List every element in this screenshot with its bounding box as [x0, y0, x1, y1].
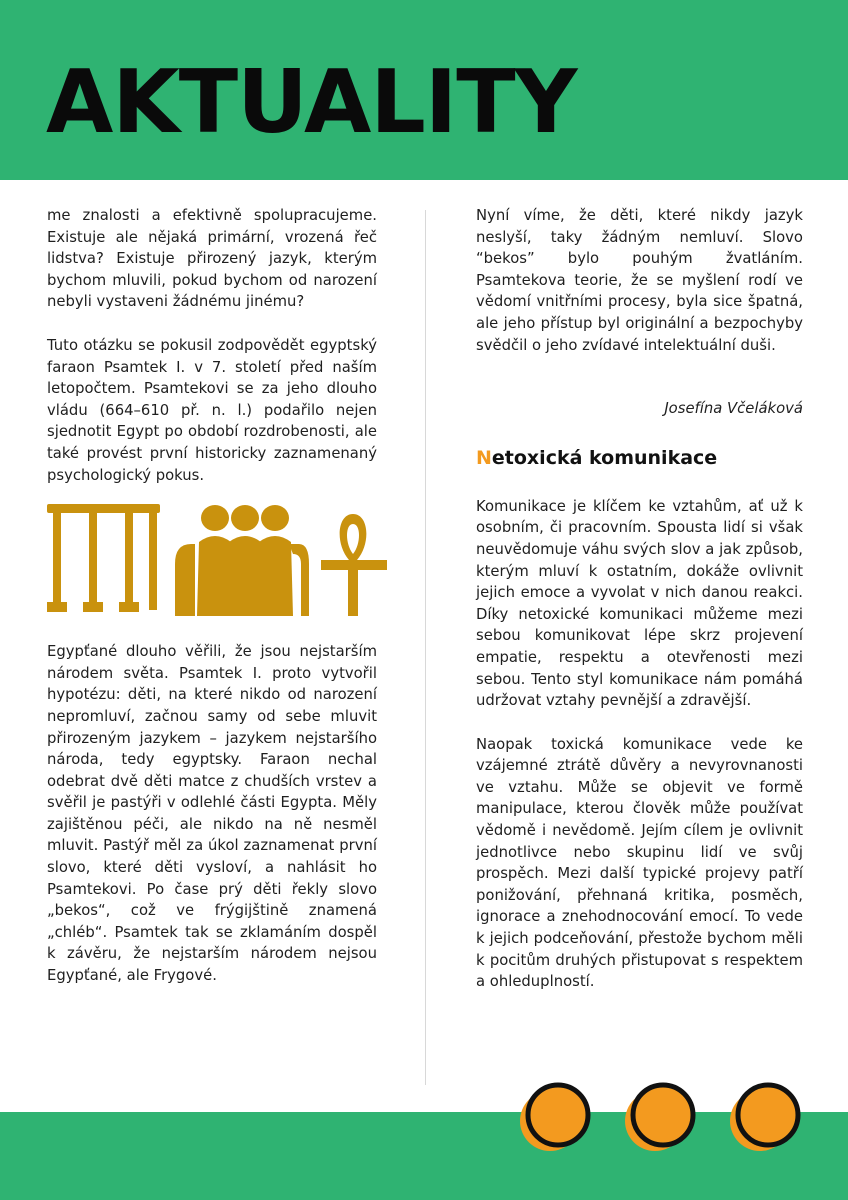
left-paragraph-2: Tuto otázku se pokusil zodpovědět egyptský faraon Psamtek I. v 7. století před naším letopočtem. Psamtekovi se za jeho dlouho vládu (664–610 př. n. l.) podařilo nejen sjednotit Egypt po období rozdrobenosti, ale také provést první historicky zaznamenaný psychologický pokus.: [47, 336, 377, 484]
header-banner: [0, 0, 848, 180]
right-paragraph-2: Komunikace je klíčem ke vztahům, ať už k osobním, či pracovním. Spousta lidí si však neuvědomuje váhu svých slov a jak způsob, kterým mluví k ostatním, dokáže ovlivnit jejich emoce a vyvolat v nich danou reakci. Díky netoxické komunikaci můžeme mezi sebou komunikovat lépe skrz projevení empatie, respektu a otevřenosti mezi sebou. Tento styl komunikace nám pomáhá udržovat vztahy pevnější a zdravější.: [476, 497, 803, 710]
right-paragraph-3: Naopak toxická komunikace vede ke vzájemné ztrátě důvěry a nevyrovnanosti ve vztahu. Může se objevit ve formě manipulace, kterou člověk může používat vědomě i nevědomě. Jejím cílem je ovlivnit jednotlivce nebo skupinu lidí ve svůj prospěch. Mezi další typické projevy patří ponižování, přehnaná kritika, posměch, ignorace a znehodnocování emocí. To vede k jejich podceňování, přestože bychom měli k pocitům druhých přistupovat s respektem a ohleduplností.: [476, 735, 803, 991]
left-column: [47, 205, 377, 987]
page-title: AKTUALITY: [46, 51, 577, 153]
left-paragraph-3: Egypťané dlouho věřili, že jsou nejstarším národem světa. Psamtek I. proto vytvořil hypotézu: děti, na které nikdo od narození nepromluví, začnou samy od sebe mluvit přirozeným jazykem – jazykem nejstaršího národa, tedy egyptsky. Faraon nechal odebrat dvě děti matce z chudších vrstev a svěřil je pastýři v odlehlé části Egypta. Měly zajištěnou péči, ale nikdo na ně nesměl mluvit. Pastýř měl za úkol zaznamenat první slovo, které děti vysloví, a nahlásit ho Psamtekovi. Po čase prý děti řekly slovo „bekos“, což ve frýgijštině znamená „chléb“. Psamtek tak se zklamáním dospěl k závěru, že nejstarším národem nejsou Egypťané, ale Frygové.: [47, 643, 377, 985]
left-paragraph-1: me znalosti a efektivně spolupracujeme. Existuje ale nějaká primární, vrozená řeč lidstva? Existuje přirozený jazyk, kterým bychom mluvili, pokud bychom od narození nebyli vystaveni žádnému jinému?: [47, 207, 377, 311]
egyptian-hieroglyphs-icon: [45, 504, 390, 619]
column-divider: [425, 210, 426, 1085]
section-heading: [476, 445, 803, 471]
author-signature: Josefína Včeláková: [664, 400, 803, 418]
right-column: [476, 205, 803, 993]
heading-text: etoxická komunikace: [491, 446, 718, 469]
right-paragraph-1: Nyní víme, že děti, které nikdy jazyk neslyší, taky žádným nemluví. Slovo “bekos” bylo pouhým žvatláním. Psamtekova teorie, že se myšlení rodí ve vědomí vnitřními procesy, byla sice špatná, ale jeho přístup byl originální a bezpochyby svědčil o jeho zvídavé intelektuální duši.: [476, 207, 803, 354]
orange-circles-icon: [518, 1078, 808, 1158]
heading-initial: N: [476, 446, 492, 469]
